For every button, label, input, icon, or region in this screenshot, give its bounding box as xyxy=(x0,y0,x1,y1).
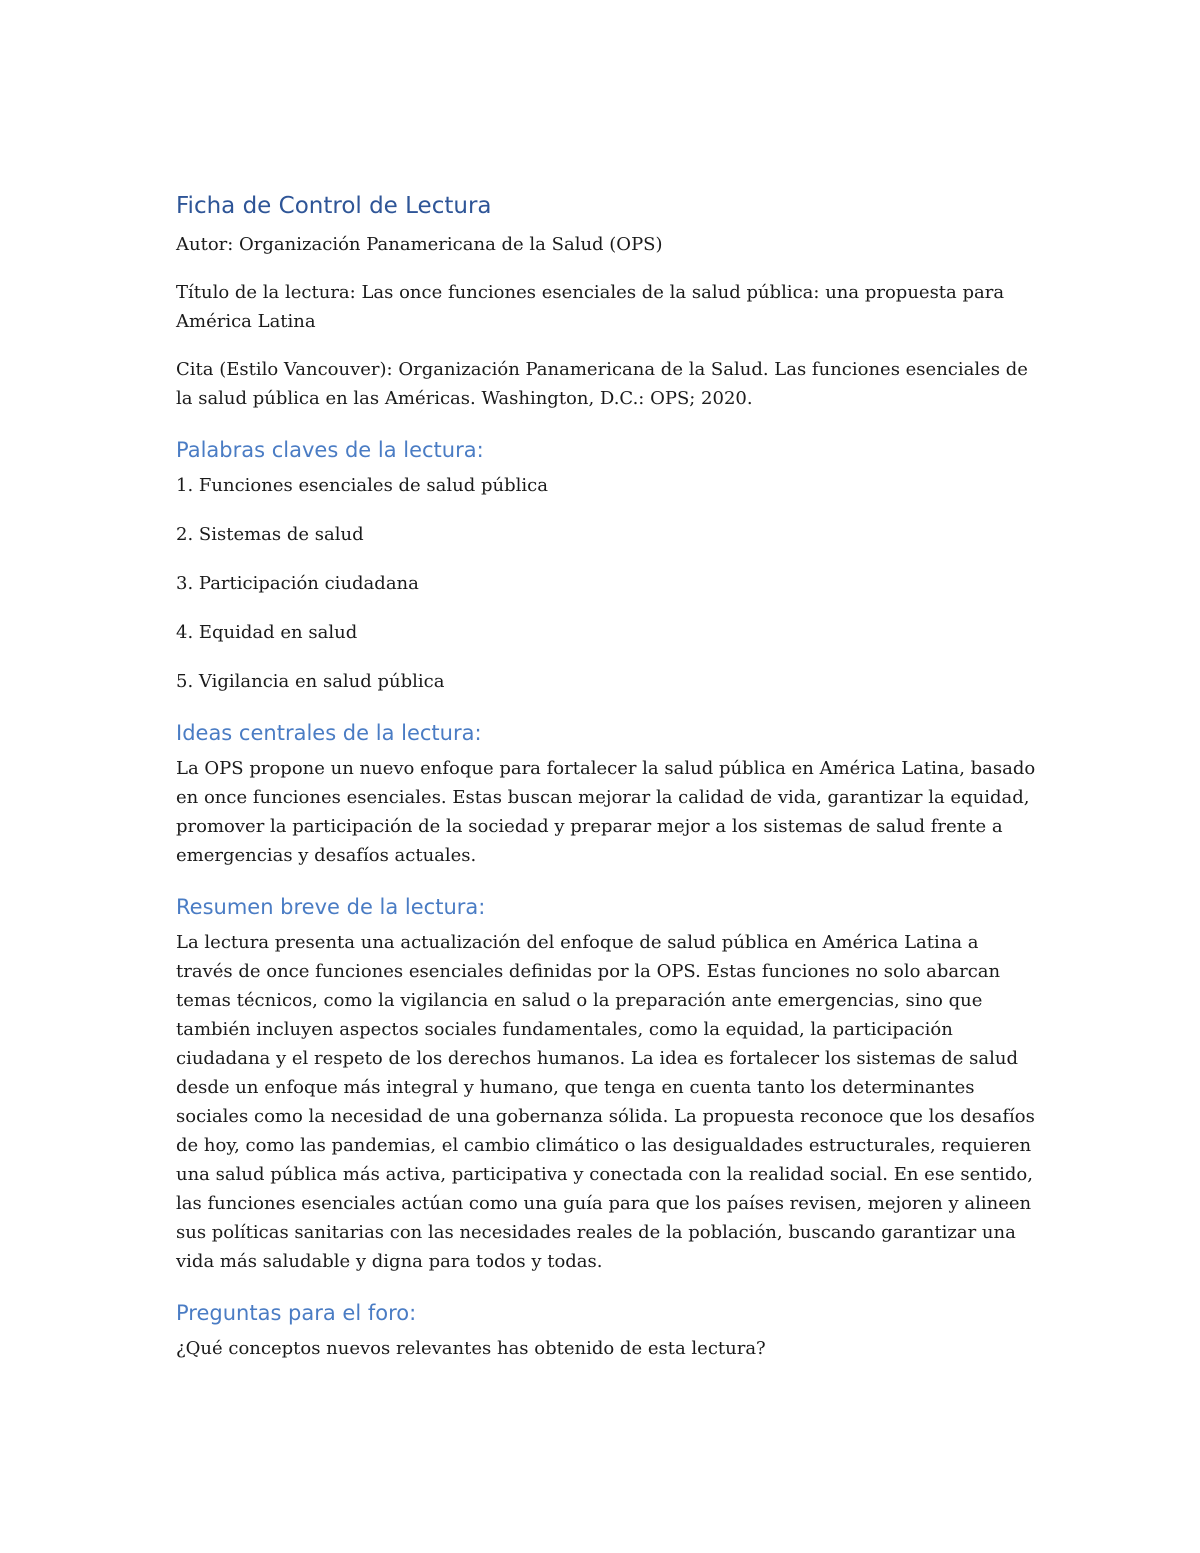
keyword-item: 3. Participación ciudadana xyxy=(176,573,419,594)
citation-line: Cita (Estilo Vancouver): Organización Panamericana de la Salud. Las funciones esenciales de la salud pública en las Américas. Washington, D.C.: OPS; 2020. xyxy=(176,359,1028,409)
keyword-item: 2. Sistemas de salud xyxy=(176,524,364,545)
central-ideas-text: La OPS propone un nuevo enfoque para fortalecer la salud pública en América Latina, basado en once funciones esenciales. Estas buscan mejorar la calidad de vida, garantizar la equidad, promover la participación de la sociedad y preparar mejor a los sistemas de salud frente a emergencias y desafíos actuales. xyxy=(176,758,1036,866)
keyword-item: 1. Funciones esenciales de salud pública xyxy=(176,475,548,496)
keyword-item: 4. Equidad en salud xyxy=(176,622,358,643)
document-title: Ficha de Control de Lectura xyxy=(176,193,492,219)
forum-questions-heading: Preguntas para el foro: xyxy=(176,1301,417,1325)
author-line: Autor: Organización Panamericana de la Salud (OPS) xyxy=(176,234,663,255)
keyword-item: 5. Vigilancia en salud pública xyxy=(176,671,445,692)
reading-title-line: Título de la lectura: Las once funciones esenciales de la salud pública: una propuesta para América Latina xyxy=(176,282,1005,332)
forum-question: ¿Qué conceptos nuevos relevantes has obtenido de esta lectura? xyxy=(176,1338,766,1359)
document-page xyxy=(176,188,1036,1383)
summary-text: La lectura presenta una actualización del enfoque de salud pública en América Latina a través de once funciones esenciales definidas por la OPS. Estas funciones no solo abarcan temas técnicos, como la vigilancia en salud o la preparación ante emergencias, sino que también incluyen aspectos sociales fundamentales, como la equidad, la participación ciudadana y el respeto de los derechos humanos. La idea es fortalecer los sistemas de salud desde un enfoque más integral y humano, que tenga en cuenta tanto los determinantes sociales como la necesidad de una gobernanza sólida. La propuesta reconoce que los desafíos de hoy, como las pandemias, el cambio climático o las desigualdades estructurales, requieren una salud pública más activa, participativa y conectada con la realidad social. En ese sentido, las funciones esenciales actúan como una guía para que los países revisen, mejoren y alineen sus políticas sanitarias con las necesidades reales de la población, buscando garantizar una vida más saludable y digna para todos y todas. xyxy=(176,932,1035,1272)
central-ideas-heading: Ideas centrales de la lectura: xyxy=(176,721,482,745)
keywords-heading: Palabras claves de la lectura: xyxy=(176,438,484,462)
summary-heading: Resumen breve de la lectura: xyxy=(176,895,486,919)
